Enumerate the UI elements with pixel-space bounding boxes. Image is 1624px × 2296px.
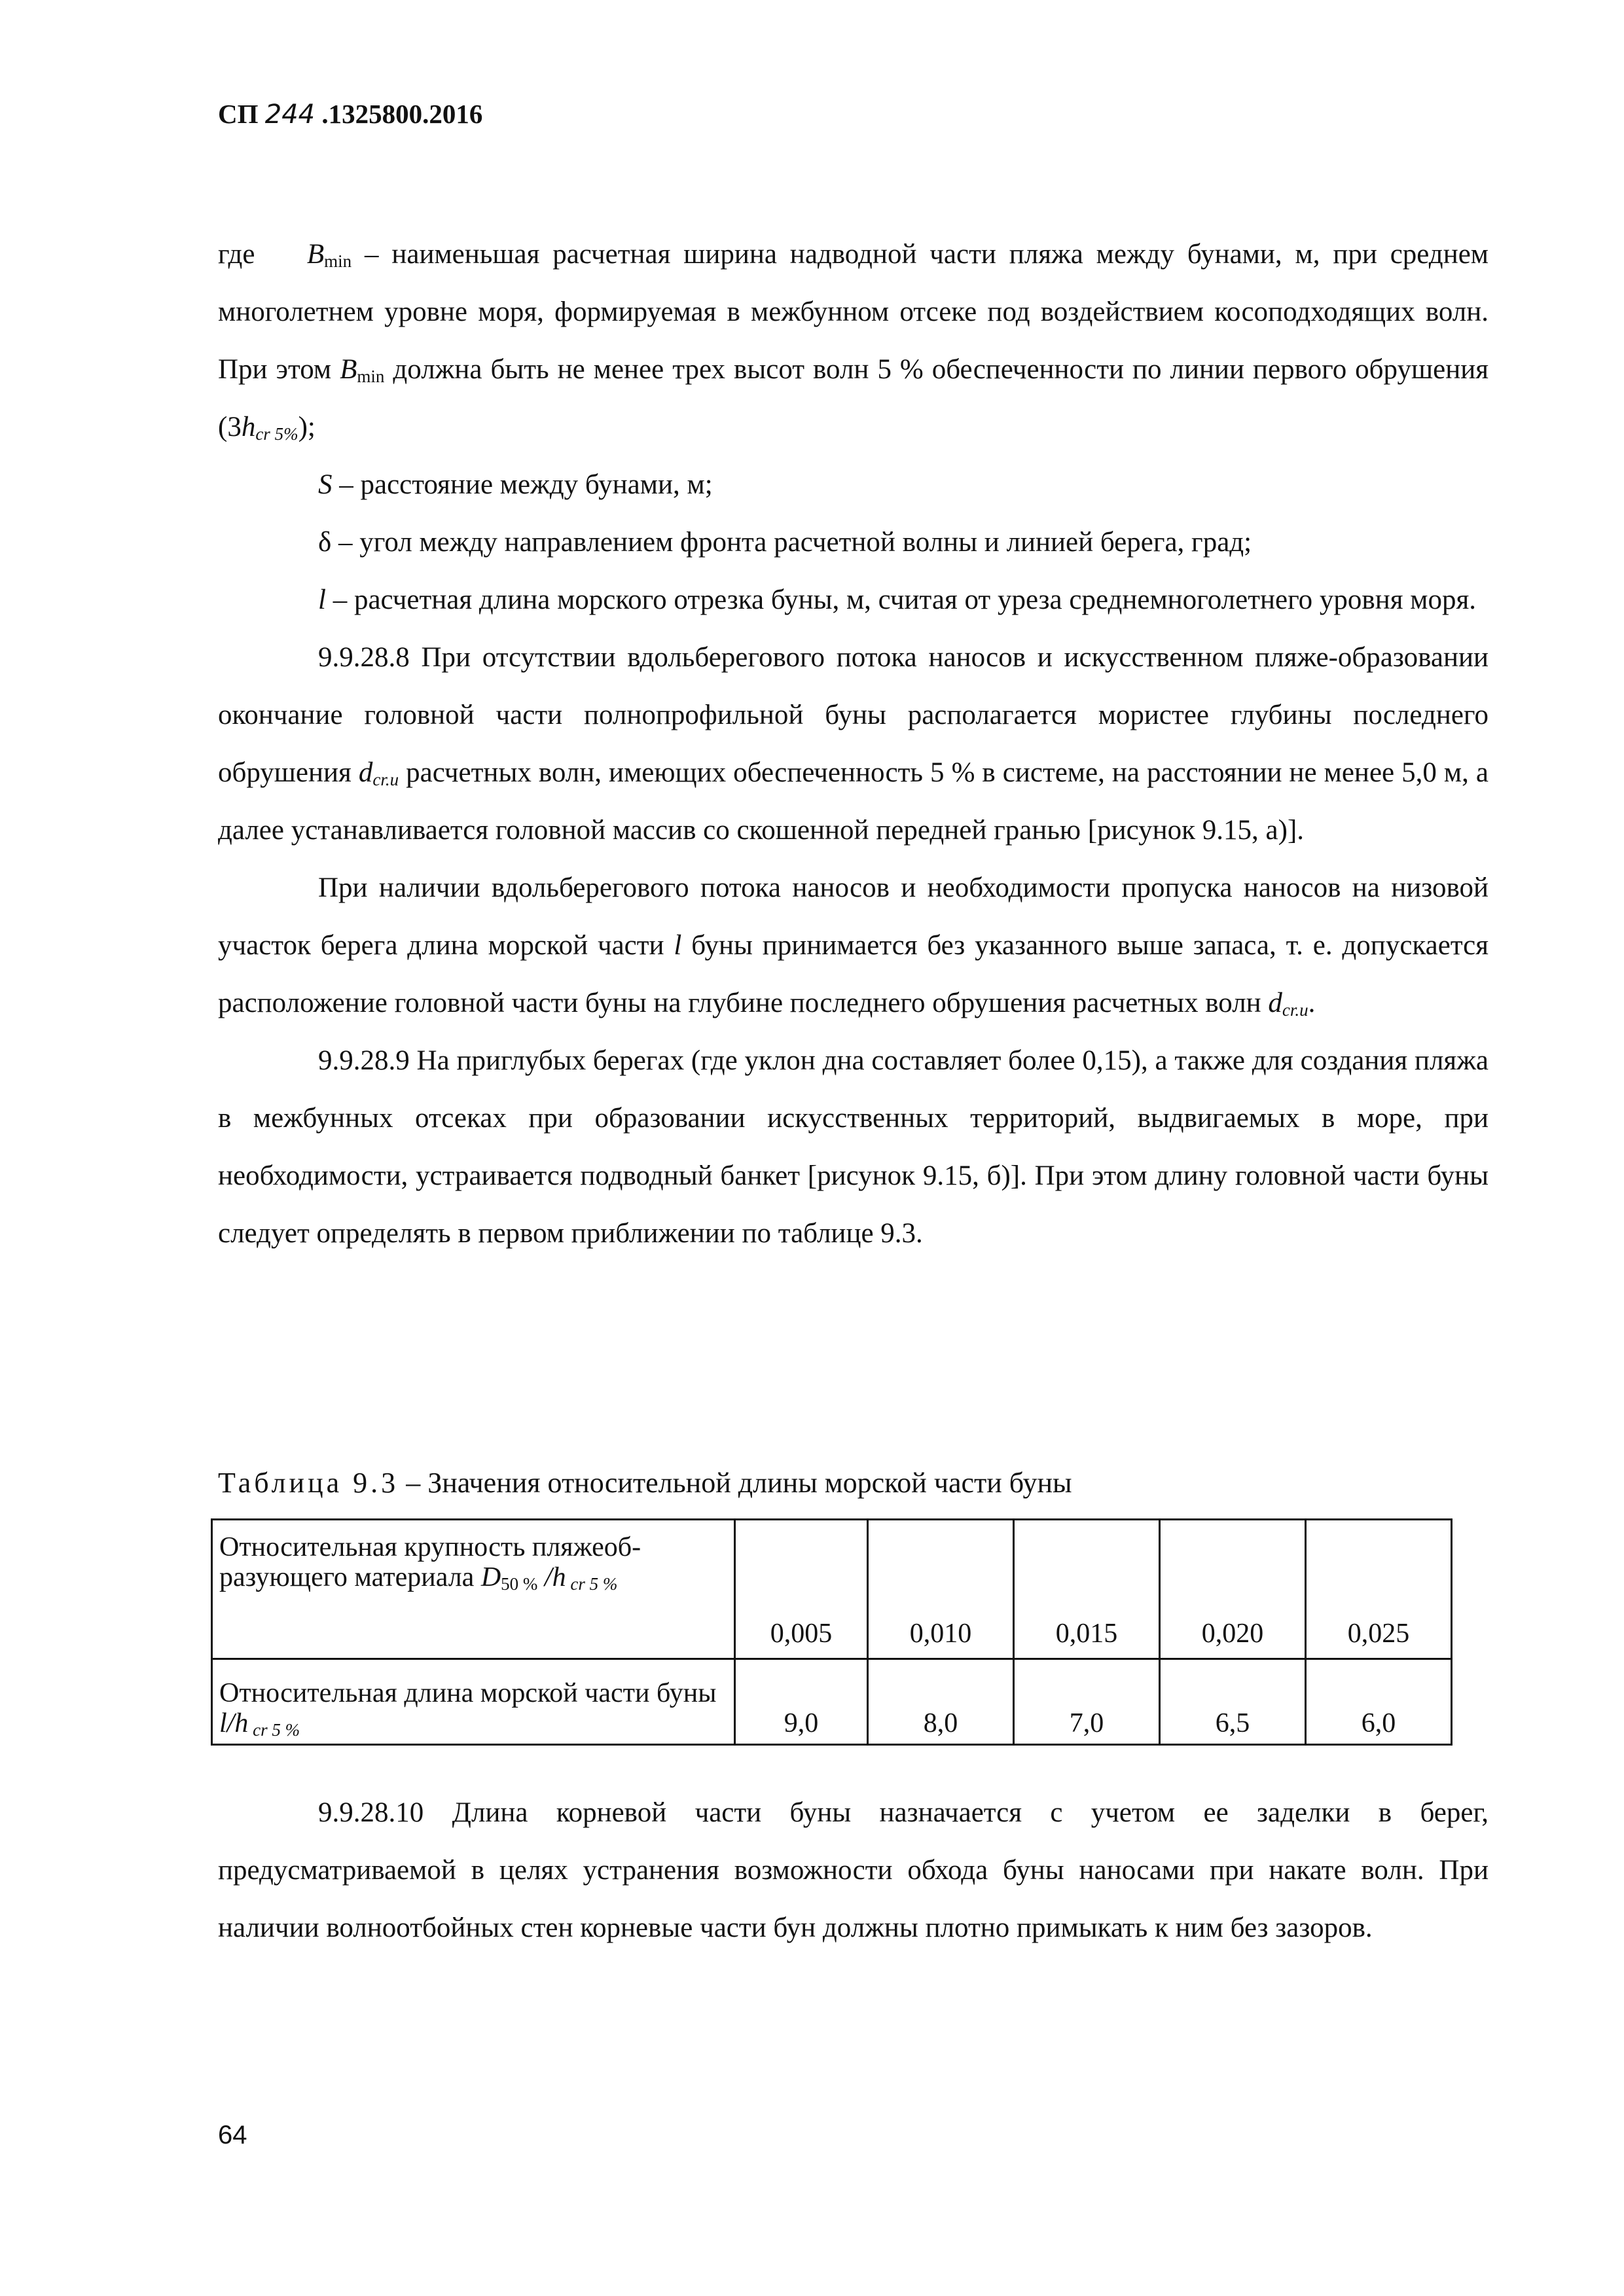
code-number: .1325800.2016 <box>321 99 483 129</box>
table-cell: 0,025 <box>1306 1520 1452 1659</box>
bmin-definition: где $B_{min}$ – наименьшая расчетная ширина надводной части пляжа между бунами, м, при среднем многолетнем уровне моря, формируемая в межбунном отсеке под воздействием косоподходящих волн. При этом $B_{min}$ должна быть не менее трех высот волн 5 % обеспеченности по линии первого обрушения $(3h_{cr 5\%})$; <box>218 239 1489 444</box>
table-cell: 6,5 <box>1160 1659 1306 1745</box>
paragraph-9-9-28-8: 9.9.28.8 При отсутствии вдольберегового потока наносов и искусственном пляже-образовании окончание головной части полнопрофильной буны располагается мористее глубины последнего обрушения $d_{cr.u}$ расчетных волн, имеющих обеспеченность 5 % в системе, на расстоянии не менее 5,0 м, а далее устанавливается головной массив со скошенной передней гранью [рисунок 9.15, а)]. <box>218 642 1489 846</box>
table-cell: 0,005 <box>735 1520 868 1659</box>
row-header-grain-size: Относительная крупность пляжеоб-разующего материала $D_{50 \%}$ /h $_{cr 5 \%}$ <box>212 1520 735 1659</box>
definitions-block <box>218 226 1489 1263</box>
table-cell: 0,015 <box>1014 1520 1160 1659</box>
paragraph-9-9-28-9: 9.9.28.9 На приглубых берегах (где уклон дна составляет более 0,15), а также для создания пляжа в межбунных отсеках при образовании искусственных территорий, выдвигаемых в море, при необходимости, устраивается подводный банкет [рисунок 9.15, б)]. При этом длину головной части буны следует определять в первом приближении по таблице 9.3. <box>218 1045 1489 1249</box>
table-row <box>212 1659 1452 1745</box>
table-cell: 9,0 <box>735 1659 868 1745</box>
table-caption-text: – Значения относительной длины морской части буны <box>399 1467 1072 1499</box>
table-caption <box>218 1466 1072 1499</box>
row-header-relative-length: Относительная длина морской части буны l/h $_{cr 5 \%}$ <box>212 1659 735 1745</box>
table-cell: 8,0 <box>868 1659 1014 1745</box>
table-cell: 6,0 <box>1306 1659 1452 1745</box>
document-code <box>218 98 482 130</box>
s-definition: S – расстояние между бунами, м; <box>318 469 713 500</box>
l-definition: l – расчетная длина морского отрезка буны, м, считая от уреза среднемноголетнего уровня моря. <box>318 584 1477 615</box>
paragraph-9-9-28-10: 9.9.28.10 Длина корневой части буны назначается с учетом ее заделки в берег, предусматриваемой в целях устранения возможности обхода буны наносами при накате волн. При наличии волноотбойных стен корневые части бун должны плотно примыкать к ним без зазоров. <box>218 1797 1489 1943</box>
table-caption-label: Таблица 9.3 <box>218 1467 399 1499</box>
table-row <box>212 1520 1452 1659</box>
table-9-3 <box>211 1518 1453 1746</box>
table-cell: 0,020 <box>1160 1520 1306 1659</box>
delta-definition: δ – угол между направлением фронта расчетной волны и линией берега, град; <box>318 527 1252 558</box>
paragraph-longshore: При наличии вдольберегового потока наносов и необходимости пропуска наносов на низовой участок берега длина морской части l буны принимается без указанного выше запаса, т. е. допускается расположение головной части буны на глубине последнего обрушения расчетных волн $d_{cr.u}$. <box>218 872 1489 1020</box>
page-number: 64 <box>218 2121 247 2149</box>
code-prefix: СП <box>218 99 259 129</box>
table-cell: 0,010 <box>868 1520 1014 1659</box>
table-cell: 7,0 <box>1014 1659 1160 1745</box>
handwritten-number: 244 <box>264 99 316 130</box>
